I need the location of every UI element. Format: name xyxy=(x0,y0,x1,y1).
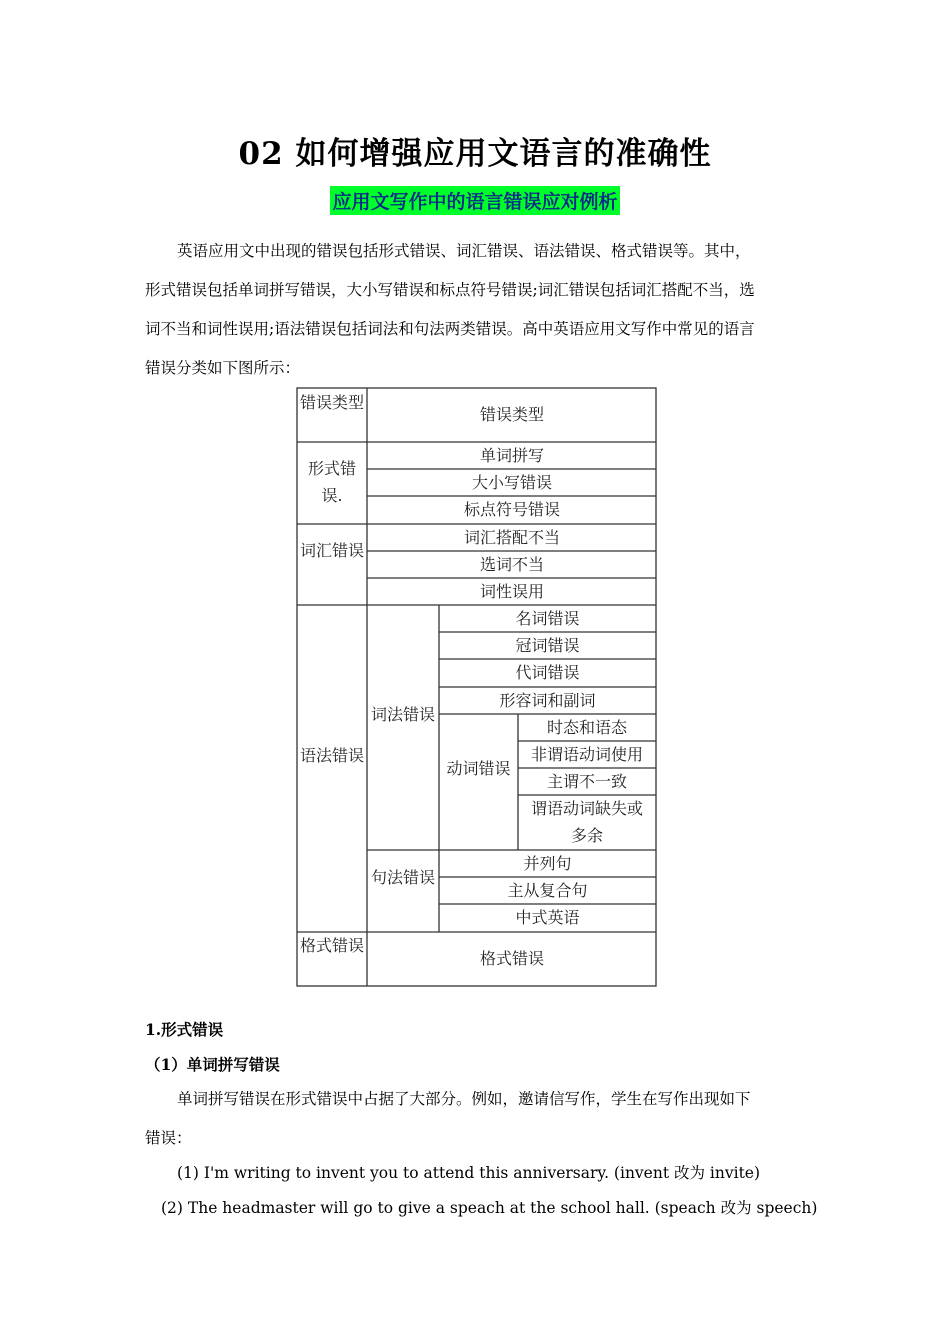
intro-line-3: 词不当和词性误用;语法错误包括词法和句法两类错误。高中英语应用文写作中常见的语言 xyxy=(145,320,755,338)
vocab-label-cell: 词汇错误 xyxy=(300,541,365,560)
error-classification-table xyxy=(296,387,658,987)
syntax-item-1: 并列句 xyxy=(523,854,572,873)
verb-item-3: 主谓不一致 xyxy=(546,772,627,791)
syntax-item-3: 中式英语 xyxy=(515,908,580,927)
verb-item-4: 谓语动词缺失或多余 xyxy=(530,799,643,845)
vocab-item-3: 词性误用 xyxy=(479,582,544,601)
morph-label-cell: 词法错误 xyxy=(370,705,435,724)
example-1: (1) I'm writing to invent you to attend this anniversary. (invent 改为 invite) xyxy=(177,1164,761,1182)
syntax-label-cell: 句法错误 xyxy=(370,868,435,887)
syntax-item-2: 主从复合句 xyxy=(507,881,588,900)
form-item-1: 单词拼写 xyxy=(479,446,544,465)
verb-item-1: 时态和语态 xyxy=(546,718,627,737)
intro-paragraph xyxy=(145,232,807,388)
spelling-paragraph xyxy=(145,1080,807,1158)
section-heading-1: 1.形式错误 xyxy=(145,1020,224,1039)
form-item-2: 大小写错误 xyxy=(471,473,552,492)
form-item-3: 标点符号错误 xyxy=(463,500,560,519)
intro-line-1: 英语应用文中出现的错误包括形式错误、词汇错误、语法错误、格式错误等。其中， xyxy=(177,242,751,260)
morph-item-4: 形容词和副词 xyxy=(499,691,596,710)
vocab-item-1: 词汇搭配不当 xyxy=(463,528,560,547)
subsection-heading-1: （1）单词拼写错误 xyxy=(145,1055,280,1074)
morph-item-3: 代词错误 xyxy=(515,663,580,682)
morph-item-1: 名词错误 xyxy=(515,609,580,628)
vocab-item-2: 选词不当 xyxy=(479,555,544,574)
spelling-line-1: 单词拼写错误在形式错误中占据了大部分。例如，邀请信写作，学生在写作出现如下 xyxy=(177,1090,751,1108)
page-title: 02 如何增强应用文语言的准确性 xyxy=(238,136,712,172)
subtitle-wrap xyxy=(0,186,950,215)
format-value-cell: 格式错误 xyxy=(479,949,544,968)
header-right-cell: 错误类型 xyxy=(479,405,544,424)
intro-line-2: 形式错误包括单词拼写错误，大小写错误和标点符号错误;词汇错误包括词汇搭配不当，选 xyxy=(145,281,755,299)
page-subtitle: 应用文写作中的语言错误应对例析 xyxy=(330,186,619,215)
format-label-cell: 格式错误 xyxy=(300,936,365,955)
spelling-line-2: 错误： xyxy=(145,1129,192,1147)
grammar-label-cell: 语法错误 xyxy=(300,746,365,765)
example-2: (2) The headmaster will go to give a speach at the school hall. (speach 改为 speech) xyxy=(161,1199,818,1217)
intro-line-4: 错误分类如下图所示： xyxy=(145,359,301,377)
morph-item-2: 冠词错误 xyxy=(515,636,580,655)
verb-label-cell: 动词错误 xyxy=(446,759,511,778)
header-left-cell: 错误类型 xyxy=(300,393,365,412)
form-label-cell: 形式错误. xyxy=(307,459,356,505)
verb-item-2: 非谓语动词使用 xyxy=(530,745,643,764)
